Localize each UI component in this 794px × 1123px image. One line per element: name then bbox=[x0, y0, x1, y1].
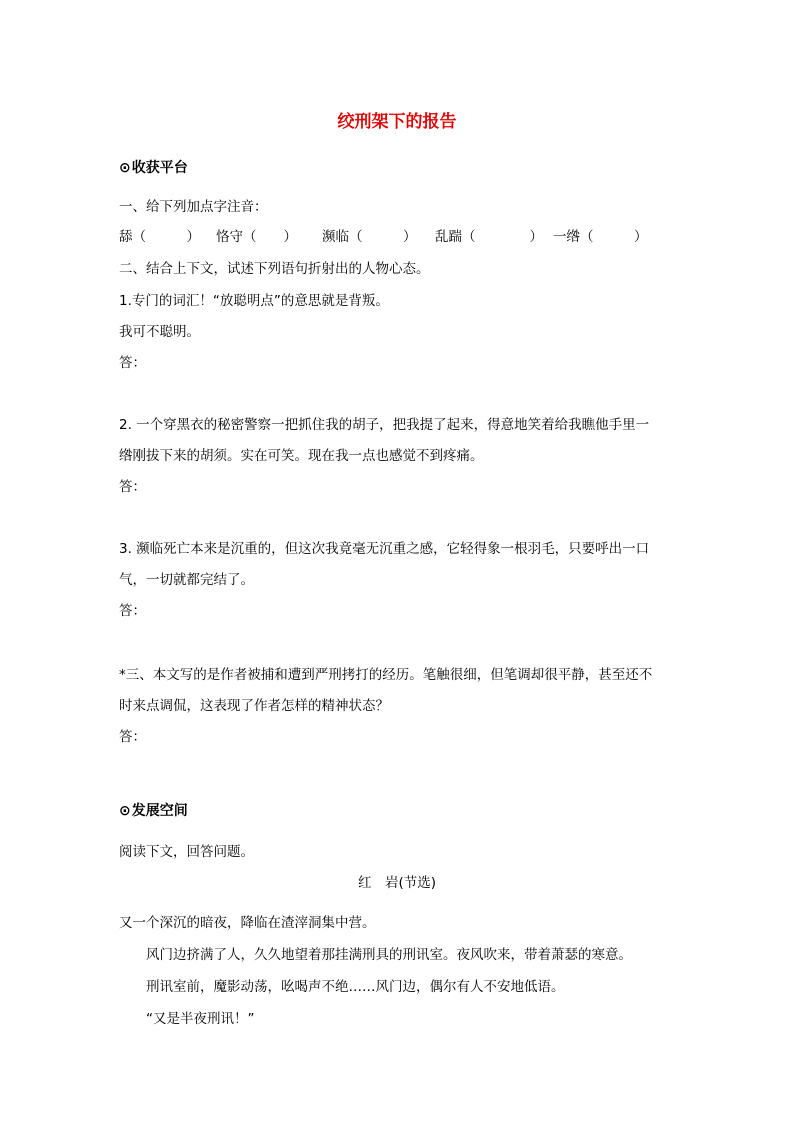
excerpt-title: 红 岩(节选) bbox=[357, 875, 437, 891]
answer-label: 答： bbox=[119, 729, 146, 745]
section-heading-label: 发展空间 bbox=[131, 803, 188, 819]
pinyin-item: 乱踹（ ） bbox=[435, 229, 543, 245]
section-heading-development bbox=[119, 800, 188, 820]
pinyin-item: 一绺（ ） bbox=[553, 229, 648, 245]
pinyin-item: 濒临（ ） bbox=[322, 229, 417, 245]
question-1: 一、给下列加点字注音： bbox=[119, 199, 268, 215]
circle-dot-icon: ⊙ bbox=[119, 160, 131, 176]
answer-label: 答： bbox=[119, 603, 146, 619]
section-heading-harvest bbox=[119, 157, 188, 177]
item-2-line-1: 2. 一个穿黑衣的秘密警察一把抓住我的胡子，把我提了起来，得意地笑着给我瞧他手里一 bbox=[119, 417, 650, 433]
question-2: 二、结合上下文，试述下列语句折射出的人物心态。 bbox=[119, 261, 430, 277]
excerpt-paragraph: 风门边挤满了人，久久地望着那挂满刑具的刑讯室。夜风吹来，带着萧瑟的寒意。 bbox=[146, 947, 632, 963]
item-1-line-1: 1.专门的词汇！“放聪明点”的意思就是背叛。 bbox=[119, 293, 389, 309]
section-heading-label: 收获平台 bbox=[131, 160, 188, 176]
circle-dot-icon: ⊙ bbox=[119, 803, 131, 819]
document-title: 绞刑架下的报告 bbox=[337, 112, 457, 132]
reading-intro: 阅读下文，回答问题。 bbox=[119, 844, 254, 860]
answer-label: 答： bbox=[119, 479, 146, 495]
item-3-line-2: 气，一切就都完结了。 bbox=[119, 572, 254, 588]
answer-label: 答： bbox=[119, 355, 146, 371]
item-3-line-1: 3. 濒临死亡本来是沉重的，但这次我竟毫无沉重之感，它轻得象一根羽毛，只要呼出一口 bbox=[119, 541, 650, 557]
item-1-line-2: 我可不聪明。 bbox=[119, 324, 200, 340]
excerpt-paragraph: 刑讯室前，魔影动荡，吆喝声不绝……风门边，偶尔有人不安地低语。 bbox=[146, 979, 565, 995]
pinyin-item: 舔（ ） bbox=[119, 229, 200, 245]
pinyin-item: 恪守（ ） bbox=[216, 229, 297, 245]
excerpt-paragraph: “又是半夜刑讯！” bbox=[146, 1011, 255, 1027]
excerpt-paragraph: 又一个深沉的暗夜，降临在渣滓洞集中营。 bbox=[119, 915, 376, 931]
question-3-line-1: *三、本文写的是作者被捕和遭到严刑拷打的经历。笔触很细，但笔调却很平静，甚至还不 bbox=[119, 667, 653, 683]
question-3-line-2: 时来点调侃，这表现了作者怎样的精神状态？ bbox=[119, 698, 389, 714]
item-2-line-2: 绺刚拔下来的胡须。实在可笑。现在我一点也感觉不到疼痛。 bbox=[119, 448, 484, 464]
